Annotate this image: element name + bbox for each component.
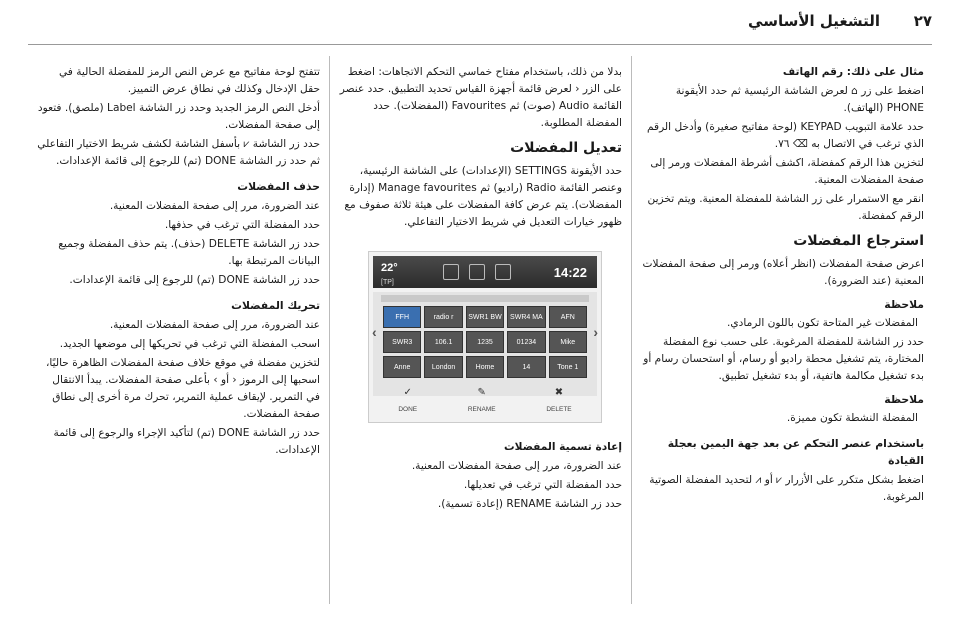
paragraph: عند الضرورة، مرر إلى صفحة المفضلات المعنية. xyxy=(109,200,320,212)
subheading-move: تحريك المفضلات xyxy=(231,299,320,312)
chevron-right-icon[interactable]: › xyxy=(593,324,598,340)
radio-icon xyxy=(495,264,511,280)
trash-icon: ✖ xyxy=(554,387,564,398)
favourite-button[interactable]: Tone 1 xyxy=(549,356,587,378)
paragraph: حدد زر الشاشة DONE (تم) للرجوع إلى قائمة الإعدادات. xyxy=(69,274,320,286)
paragraph: لتخزين هذا الرقم كمفضلة، اكشف أشرطة المفضلات ورمر إلى صفحة المفضلات المعنية. xyxy=(650,157,924,186)
paragraph: حدد الأيقونة SETTINGS (الإعدادات) على الشاشة الرئيسية، وعنصر القائمة Radio (راديو) ثم Manage favourites (إدارة المفضلات). يتم عرض كافة المفضلات على هيئة ثلاثة صفوف مع ظهور خيارات التعديل في شريط الاختيار التفاعلي. xyxy=(344,165,622,228)
paragraph: انقر مع الاستمرار على زر الشاشة للمفضلة المعنية. ويتم تخزين الرقم كمفضلة. xyxy=(647,193,924,222)
phone-icon xyxy=(443,264,459,280)
subheading-rename: إعادة تسمية المفضلات xyxy=(504,441,622,453)
note-text: المفضلة النشطة تكون مميزة. xyxy=(786,412,918,424)
note-title: ملاحظة xyxy=(884,393,924,406)
favourites-panel xyxy=(373,292,597,396)
subheading-steering: باستخدام عنصر التحكم عن بعد جهة اليمين بعجلة القيادة xyxy=(667,437,924,467)
favourite-button[interactable]: SWR1 BW xyxy=(466,306,504,328)
favourite-button[interactable]: AFN xyxy=(549,306,587,328)
paragraph: حدد زر الشاشة ⩗ بأسفل الشاشة لكشف شريط الاختيار التفاعلي ثم حدد زر الشاشة DONE (تم) للرجوع إلى قائمة الإعدادات. xyxy=(37,138,320,167)
favourite-button[interactable]: SWR3 xyxy=(383,331,421,353)
column-divider xyxy=(631,56,632,604)
interaction-selector-bar xyxy=(373,387,597,418)
paragraph: حدد زر الشاشة للمفضلة المرغوبة. على حسب نوع المفضلة المختارة، يتم تشغيل محطة راديو أو رسام، أو استحسان رسام أو بدء تشغيل مكالمة هاتفية، أو بدء تشغيل تطبيق. xyxy=(643,336,924,382)
paragraph: حدد زر الشاشة DONE (تم) لتأكيد الإجراء والرجوع إلى قائمة الإعدادات. xyxy=(53,427,320,456)
favourite-button[interactable]: 14 xyxy=(507,356,545,378)
page-header xyxy=(28,12,932,34)
column-left xyxy=(36,64,320,461)
example-title: مثال على ذلك: رقم الهاتف xyxy=(782,66,924,78)
favourite-button[interactable]: radio r xyxy=(424,306,462,328)
favourite-button[interactable]: Mike xyxy=(549,331,587,353)
favourite-button[interactable]: 1235 xyxy=(466,331,504,353)
page-title: التشغيل الأساسي xyxy=(748,12,880,30)
paragraph: حدد زر الشاشة RENAME (إعادة تسمية). xyxy=(437,498,622,510)
media-icon xyxy=(469,264,485,280)
chevron-left-icon[interactable]: ‹ xyxy=(372,324,377,340)
paragraph: اضغط بشكل متكرر على الأزرار ⩗ أو ⩘ لتحديد المفضلة الصوتية المرغوبة. xyxy=(649,474,924,503)
paragraph: حدد المفضلة التي ترغب في حذفها. xyxy=(164,219,320,231)
tp-indicator: [TP] xyxy=(381,279,394,286)
note-text: المفضلات غير المتاحة تكون باللون الرمادي. xyxy=(726,317,918,329)
favourite-button[interactable]: 01234 xyxy=(507,331,545,353)
section-heading-recall: استرجاع المفضلات xyxy=(793,233,924,249)
rename-label: RENAME xyxy=(467,406,496,413)
delete-button[interactable] xyxy=(546,384,571,418)
column-middle xyxy=(338,64,622,515)
favourite-button[interactable]: FFH xyxy=(383,306,421,328)
favourite-button[interactable]: Anne xyxy=(383,356,421,378)
temperature-readout: 22° xyxy=(381,262,398,274)
paragraph: اعرض صفحة المفضلات (انظر أعلاه) ورمر إلى صفحة المفضلات المعنية (عند الضرورة). xyxy=(642,258,924,287)
paragraph: حدد علامة التبويب KEYPAD (لوحة مفاتيح صغيرة) وأدخل الرقم الذي ترغب في الاتصال به ⌫ ٧٦. xyxy=(646,121,924,150)
paragraph: حدد زر الشاشة DELETE (حذف). يتم حذف المفضلة وجميع البيانات المرتبطة بها. xyxy=(58,238,320,267)
screen-status-bar xyxy=(373,256,597,288)
subheading-delete: حذف المفضلات xyxy=(237,180,320,193)
page-number: ٢٧ xyxy=(913,12,932,30)
favourites-grid xyxy=(383,306,587,378)
paragraph: اسحب المفضلة التي ترغب في تحريكها إلى موضعها الجديد. xyxy=(59,338,320,350)
header-divider xyxy=(28,44,932,45)
done-button[interactable] xyxy=(398,384,417,418)
column-right xyxy=(642,64,924,508)
paragraph: تتفتح لوحة مفاتيح مع عرض النص الرمز للمفضلة الحالية في حقل الإدخال وكذلك في نطاق عرض التمييز. xyxy=(58,66,320,95)
paragraph: عند الضرورة، مرر إلى صفحة المفضلات المعنية. xyxy=(109,319,320,331)
paragraph: عند الضرورة، مرر إلى صفحة المفضلات المعنية. xyxy=(411,460,622,472)
note-title: ملاحظة xyxy=(884,298,924,311)
paragraph: أدخل النص الرمز الجديد وحدد زر الشاشة Label (ملصق). فتعود إلى صفحة المفضلات. xyxy=(37,102,320,131)
section-heading-edit: تعديل المفضلات xyxy=(510,140,622,156)
favourite-button[interactable]: SWR4 MA xyxy=(507,306,545,328)
delete-label: DELETE xyxy=(546,406,572,413)
page-indicator-bar xyxy=(381,295,589,302)
check-icon: ✓ xyxy=(403,387,412,398)
paragraph: اضغط على زر ⌂ لعرض الشاشة الرئيسية ثم حدد الأيقونة PHONE (الهاتف). xyxy=(675,85,924,114)
favourite-button[interactable]: 106.1 xyxy=(424,331,462,353)
paragraph: بدلا من ذلك، باستخدام مفتاح خماسي التحكم الاتجاهات: اضغط على الزر ‹ لعرض قائمة أجهزة القياس تحديد التطبيق. حدد عنصر القائمة Audio (صوت) ثم Favourites (المفضلات). حدد المفضلة المطلوبة. xyxy=(339,66,622,129)
edit-icon: ✎ xyxy=(477,387,486,398)
favourite-button[interactable]: Home xyxy=(466,356,504,378)
paragraph: لتخزين مفضلة في موقع خلاف صفحة المفضلات الظاهرة حاليًا، اسحبها إلى الرموز ‹ أو › بأعلى صفحة المفضلات. يبدأ الانتقال في التمرير. لإيقاف عملية التمرير، تحرك مرة أخرى إلى نطاق صفحة المفضلات. xyxy=(46,357,320,420)
rename-button[interactable] xyxy=(468,384,496,418)
paragraph: حدد المفضلة التي ترغب في تعديلها. xyxy=(463,479,622,491)
done-label: DONE xyxy=(398,406,418,413)
favourites-screen-illustration xyxy=(368,251,602,423)
favourite-button[interactable]: London xyxy=(424,356,462,378)
clock-readout: 14:22 xyxy=(553,265,587,280)
column-divider xyxy=(329,56,330,604)
